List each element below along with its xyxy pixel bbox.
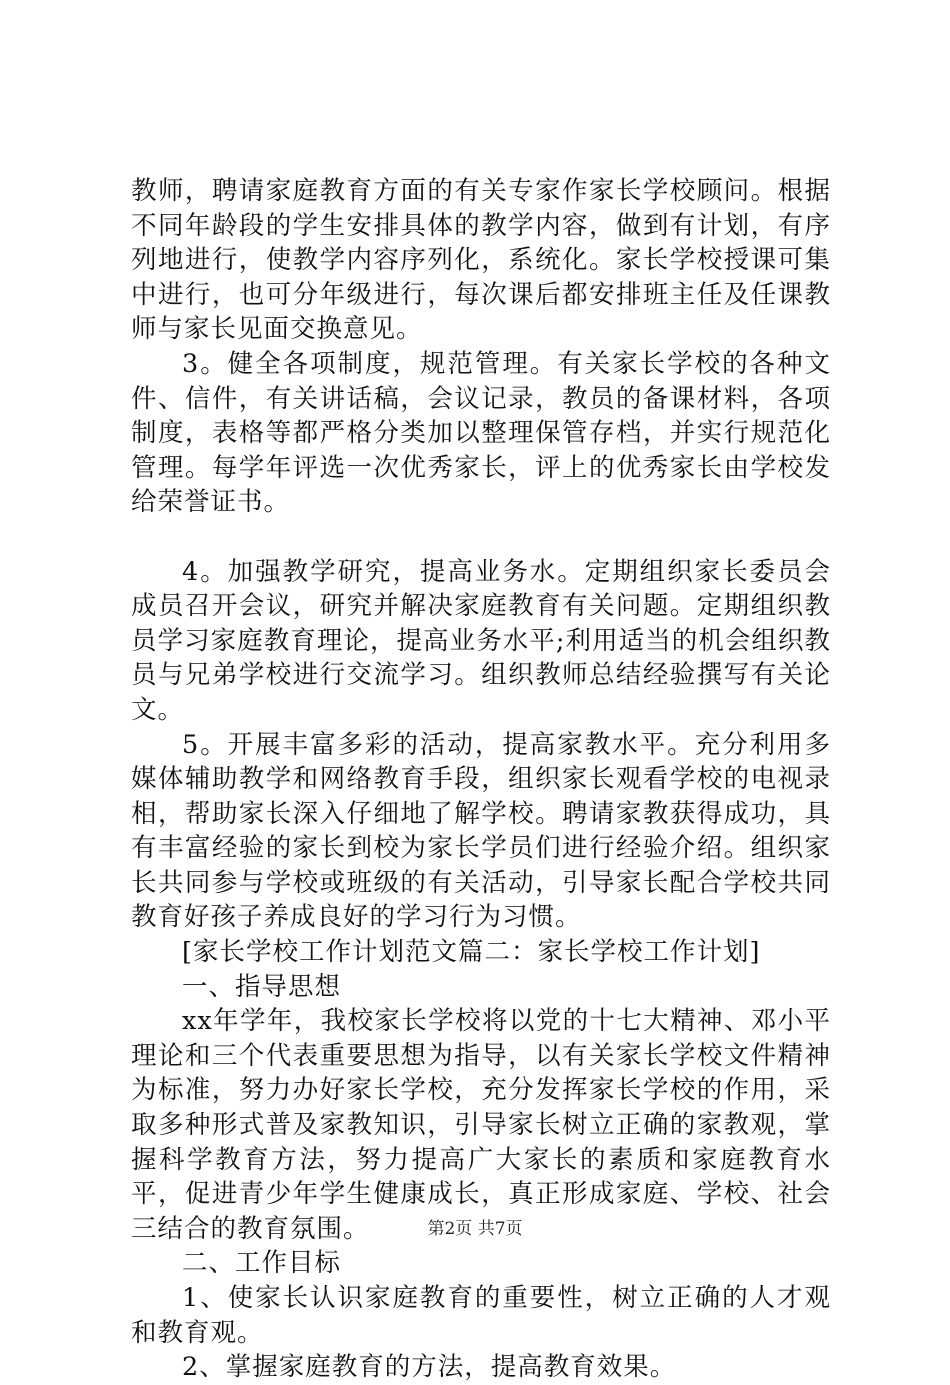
paragraph-goal-1: 1、使家长认识家庭教育的重要性，树立正确的人才观和教育观。 — [131, 1283, 831, 1348]
section-heading-part-two: [家长学校工作计划范文篇二：家长学校工作计划] — [182, 937, 761, 968]
paragraph-continuation: 教师，聘请家庭教育方面的有关专家作家长学校顾问。根据不同年龄段的学生安排具体的教学内容，做到有计划，有序列地进行，使教学内容序列化，系统化。家长学校授课可集中进行，也可分年级进行，每次课后都安排班主任及任课教师与家长见面交换意见。 — [131, 176, 831, 345]
heading-work-goals: 二、工作目标 — [182, 1248, 342, 1279]
paragraph-item-5: 5。开展丰富多彩的活动，提高家教水平。充分利用多媒体辅助教学和网络教育手段，组织家长观看学校的电视录相，帮助家长深入仔细地了解学校。聘请家教获得成功，具有丰富经验的家长到校为家长学员们进行经验介绍。组织家长共同参与学校或班级的有关活动，引导家长配合学校共同教育好孩子养成良好的学习行为习惯。 — [131, 729, 831, 933]
paragraph-guiding-thought: xx年学年，我校家长学校将以党的十七大精神、邓小平理论和三个代表重要思想为指导，以有关家长学校文件精神为标准，努力办好家长学校，充分发挥家长学校的作用，采取多种形式普及家教知识，引导家长树立正确的家教观，掌握科学教育方法，努力提高广大家长的素质和家庭教育水平，促进青少年学生健康成长，真正形成家庭、学校、社会三结合的教育氛围。 — [131, 1006, 831, 1244]
paragraph-item-3: 3。健全各项制度，规范管理。有关家长学校的各种文件、信件，有关讲话稿，会议记录，教员的备课材料，各项制度，表格等都严格分类加以整理保管存档，并实行规范化管理。每学年评选一次优秀家长，评上的优秀家长由学校发给荣誉证书。 — [131, 348, 831, 518]
heading-guiding-thought: 一、指导思想 — [182, 971, 342, 1002]
body-text — [131, 174, 831, 1385]
paragraph-goal-2: 2、掌握家庭教育的方法，提高教育效果。 — [182, 1352, 677, 1383]
page-footer: 第2页 共7页 — [427, 1219, 523, 1239]
paragraph-item-4: 4。加强教学研究，提高业务水。定期组织家长委员会成员召开会议，研究并解决家庭教育有关问题。定期组织教员学习家庭教育理论，提高业务水平;利用适当的机会组织教员与兄弟学校进行交流学习。组织教师总结经验撰写有关论文。 — [131, 556, 831, 725]
